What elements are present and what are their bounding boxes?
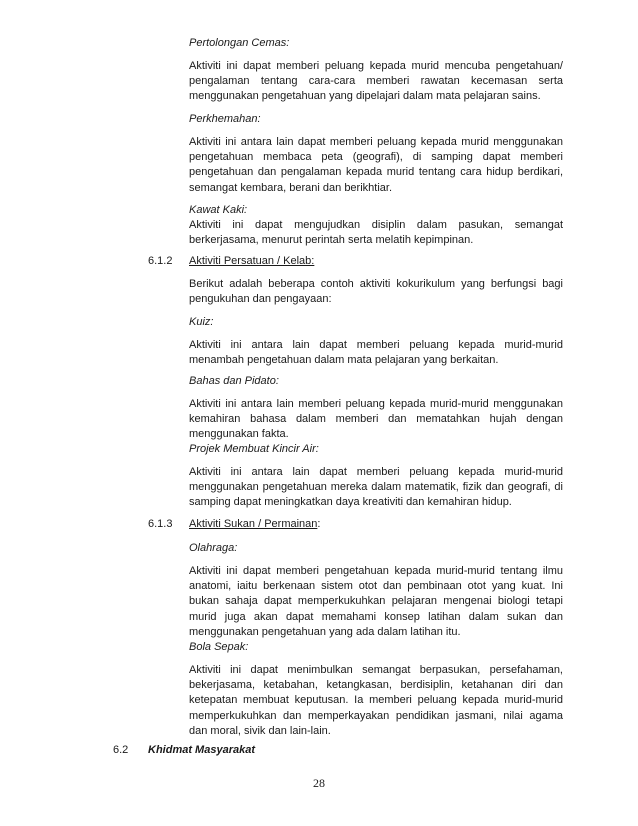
paragraph-bahas-pidato: Aktiviti ini antara lain memberi peluang kepada murid-murid menggunakan kemahiran bahasa dalam memberi dan mematahkan hujah dengan menggunakan fakta. xyxy=(189,398,563,441)
paragraph-kawat-kaki: Aktiviti ini dapat mengujudkan disiplin dalam pasukan, semangat berkerjasama, menurut perintah serta melatih kepimpinan. xyxy=(189,219,563,247)
heading-kincir-air: Projek Membuat Kincir Air: xyxy=(189,443,319,455)
section-title-6-1-3-colon: : xyxy=(317,518,321,530)
section-number-6-2: 6.2 xyxy=(113,744,129,756)
heading-bahas-pidato: Bahas dan Pidato: xyxy=(189,375,279,387)
paragraph-6-1-2-intro: Berikut adalah beberapa contoh aktiviti kokurikulum yang berfungsi bagi pengukuhan dan pengayaan: xyxy=(189,278,563,306)
paragraph-bola-sepak: Aktiviti ini dapat menimbulkan semangat berpasukan, persefahaman, bekerjasama, ketabahan, ketangkasan, berdisiplin, ketahanan diri dan ketepatan membuat keputusan. Ia memberi peluang kepada murid-murid memperkukuhkan dan memperkayakan pendidikan jasmani, nilai agama dan moral, sivik dan lain-lain. xyxy=(189,664,563,737)
heading-bola-sepak: Bola Sepak: xyxy=(189,641,249,653)
section-number-6-1-3 xyxy=(148,517,172,532)
heading-perkhemahan: Perkhemahan: xyxy=(189,113,261,125)
heading-kuiz: Kuiz: xyxy=(189,316,214,328)
paragraph-perkhemahan: Aktiviti ini antara lain dapat memberi peluang kepada murid menggunakan pengetahuan membaca peta (geografi), di samping dapat memberi pengetahuan dan pengalaman kepada murid tentang cara hidup berdikari, semangat kembara, berani dan berikhtiar. xyxy=(189,136,563,194)
paragraph-olahraga: Aktiviti ini dapat memberi pengetahuan kepada murid-murid tentang ilmu anatomi, iaitu berkenaan sistem otot dan pembinaan otot yang kuat. Ini bukan sahaja dapat memperkukuhkan pelajaran mengenai biologi tetapi murid juga akan dapat memahami konsep latihan dalam sukan dan menggunakan pengetahuan yang ada dalam latihan itu. xyxy=(189,565,563,638)
section-number-6-1-3-text: 6.1.3 xyxy=(148,518,173,530)
paragraph-kincir-air: Aktiviti ini antara lain dapat memberi peluang kepada murid-murid menggunakan pengetahuan mereka dalam matematik, fizik dan geografi, di samping dapat meningkatkan daya kreativiti dan kemahiran hidup. xyxy=(189,466,563,509)
section-title-6-1-3-text: Aktiviti Sukan / Permainan xyxy=(189,518,318,530)
paragraph-pertolongan-cemas: Aktiviti ini dapat memberi peluang kepada murid mencuba pengetahuan/ pengalaman tentang cara-cara memberi rawatan kecemasan serta menggunakan pengetahuan yang dipelajari dalam mata pelajaran sains. xyxy=(189,60,563,103)
heading-pertolongan-cemas: Pertolongan Cemas: xyxy=(189,37,290,49)
section-title-6-2: Khidmat Masyarakat xyxy=(148,744,255,756)
paragraph-kuiz: Aktiviti ini antara lain dapat memberi peluang kepada murid-murid menambah pengetahuan dalam mata pelajaran yang berkaitan. xyxy=(189,339,563,367)
section-title-6-1-2: Aktiviti Persatuan / Kelab: xyxy=(189,255,315,267)
page-number: 28 xyxy=(313,776,325,790)
heading-kawat-kaki: Kawat Kaki: xyxy=(189,204,248,216)
section-title-6-1-3 xyxy=(189,517,320,532)
heading-olahraga: Olahraga: xyxy=(189,542,238,554)
section-number-6-1-2: 6.1.2 xyxy=(148,255,173,267)
